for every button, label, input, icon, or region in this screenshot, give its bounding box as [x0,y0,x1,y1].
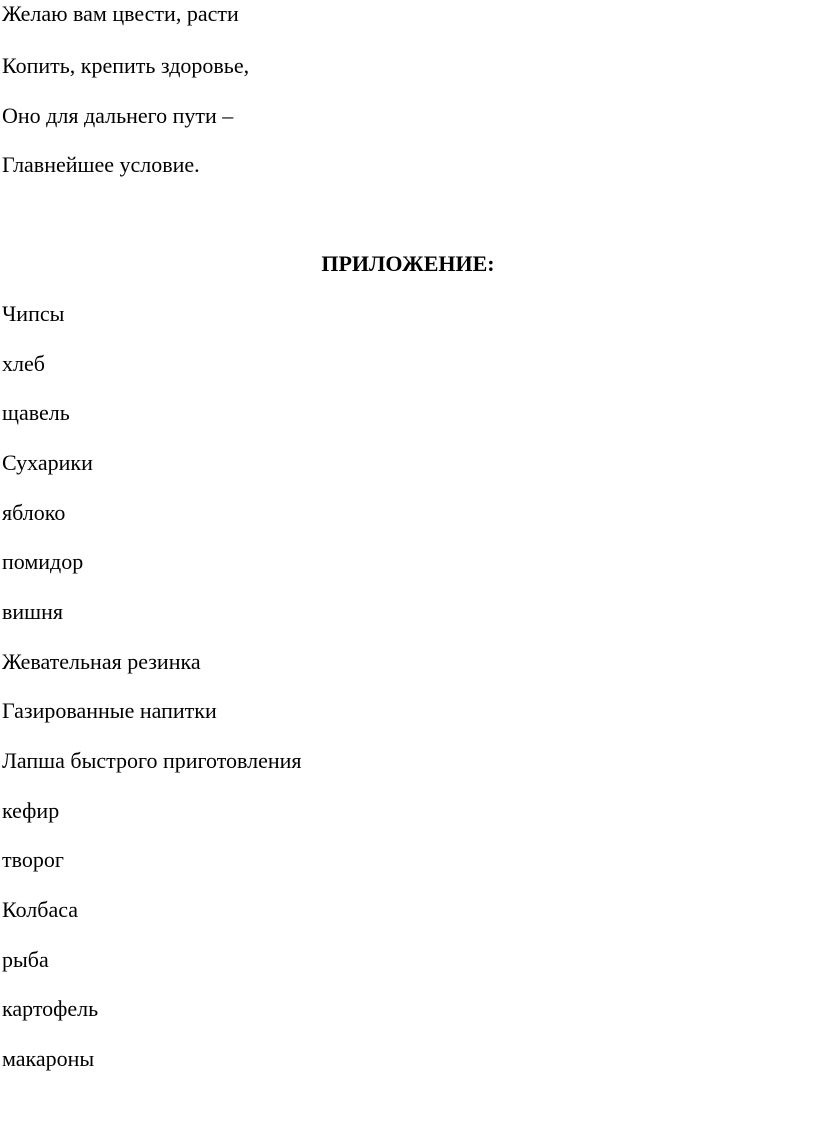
list-item: Лапша быстрого приготовления [2,748,302,773]
list-item: щавель [2,400,70,425]
list-item: вишня [2,599,63,624]
poem-line-4: Главнейшее условие. [2,152,200,177]
list-item: кефир [2,798,60,823]
list-item: рыба [2,947,49,972]
list-item: Газированные напитки [2,698,217,723]
list-item: Колбаса [2,897,79,922]
list-item: картофель [2,996,99,1021]
list-item: Чипсы [2,301,65,326]
poem-line-1: Желаю вам цвести, расти [2,1,239,26]
list-item: творог [2,847,64,872]
list-item: хлеб [2,351,45,376]
list-item: яблоко [2,500,66,525]
list-item: Жевательная резинка [2,649,201,674]
list-item: Сухарики [2,450,93,475]
poem-line-2: Копить, крепить здоровье, [2,53,250,78]
list-item: помидор [2,549,84,574]
poem-line-3: Оно для дальнего пути – [2,103,234,128]
list-item: макароны [2,1046,95,1071]
appendix-heading: ПРИЛОЖЕНИЕ: [321,251,495,276]
